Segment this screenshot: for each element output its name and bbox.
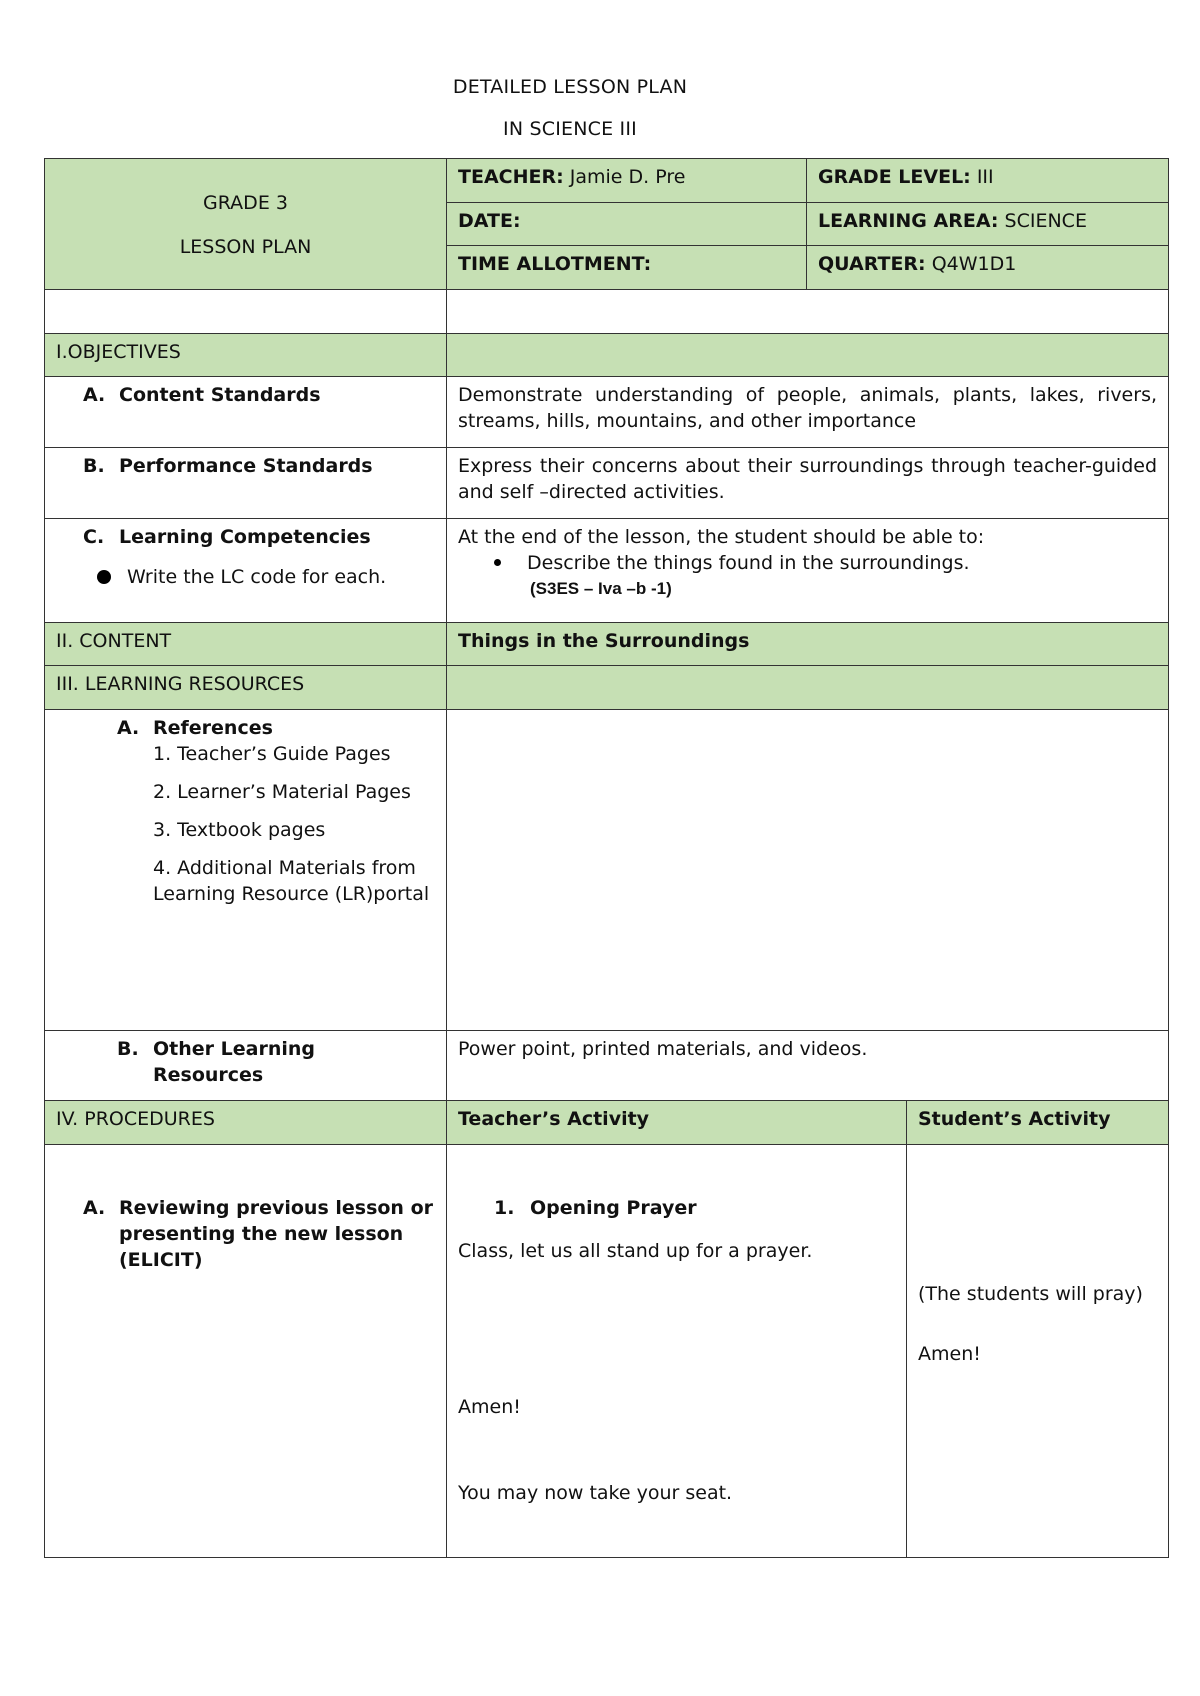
other-resources-cell — [45, 1031, 447, 1101]
reference-item-4: 4. Additional Materials from Learning Resource (LR)portal — [153, 857, 430, 905]
bullet-icon — [97, 570, 111, 584]
competencies-label-cell — [45, 519, 447, 623]
quarter-label: QUARTER: — [818, 253, 926, 275]
procedure-step-cell — [45, 1145, 447, 1558]
competencies-letter: C. — [83, 526, 105, 548]
references-label: References — [153, 717, 273, 739]
other-resources-label: Other Learning Resources — [153, 1038, 315, 1086]
header-grade-cell — [45, 159, 447, 290]
objectives-heading-cell — [45, 334, 447, 377]
procedures-heading: IV. PROCEDURES — [56, 1108, 215, 1130]
teacher-label: TEACHER: — [458, 166, 564, 188]
student-line-1: (The students will pray) — [918, 1283, 1143, 1305]
date-label: DATE: — [458, 210, 521, 232]
learning-area-value: SCIENCE — [998, 210, 1087, 232]
time-allotment-label: TIME ALLOTMENT: — [458, 253, 652, 275]
grade-level-value: III — [970, 166, 994, 188]
competencies-item: Describe the things found in the surroundings. — [527, 552, 970, 574]
performance-standards-label: Performance Standards — [119, 455, 373, 477]
performance-standards-text: Express their concerns about their surroundings through teacher-guided and self –directed activities. — [447, 448, 1169, 519]
objectives-heading: I.OBJECTIVES — [56, 341, 181, 363]
objectives-heading-right — [447, 334, 1169, 377]
student-line-2: Amen! — [918, 1343, 981, 1365]
teacher-line-3: You may now take your seat. — [458, 1482, 733, 1504]
competencies-text-cell — [447, 519, 1169, 623]
teacher-activity-cell — [447, 1145, 907, 1558]
other-resources-letter: B. — [117, 1038, 139, 1060]
lesson-plan-table — [44, 158, 1169, 1558]
teacher-line-1: Class, let us all stand up for a prayer. — [458, 1240, 813, 1262]
teacher-line-2: Amen! — [458, 1396, 521, 1418]
document-title: DETAILED LESSON PLAN — [452, 76, 688, 98]
grade-level-label: GRADE LEVEL: — [818, 166, 971, 188]
teacher-item-title: Opening Prayer — [530, 1197, 697, 1219]
content-standards-text: Demonstrate understanding of people, animals, plants, lakes, rivers, streams, hills, mountains, and other importance — [447, 377, 1169, 448]
date-cell — [447, 203, 807, 246]
reference-item-3: 3. Textbook pages — [153, 819, 326, 841]
references-letter: A. — [117, 717, 140, 739]
content-value-cell — [447, 623, 1169, 666]
header-grade: GRADE 3 — [203, 191, 288, 214]
learning-area-cell — [807, 203, 1169, 246]
content-value: Things in the Surroundings — [458, 630, 750, 652]
resources-heading-right — [447, 666, 1169, 710]
teacher-value: Jamie D. Pre — [563, 166, 686, 188]
references-value-cell — [447, 710, 1169, 1031]
content-standards-label: Content Standards — [119, 384, 321, 406]
competencies-code: (S3ES – Iva –b -1) — [530, 579, 672, 598]
learning-area-label: LEARNING AREA: — [818, 210, 999, 232]
student-activity-cell — [907, 1145, 1169, 1558]
quarter-cell — [807, 246, 1169, 290]
student-activity-header-cell — [907, 1101, 1169, 1145]
teacher-item-number: 1. — [494, 1197, 515, 1219]
teacher-activity-header: Teacher’s Activity — [458, 1108, 650, 1130]
spacer-left — [45, 290, 447, 334]
teacher-cell — [447, 159, 807, 203]
time-allotment-cell — [447, 246, 807, 290]
bullet-icon — [494, 559, 501, 566]
competencies-bullet: Write the LC code for each. — [127, 566, 387, 588]
content-heading-cell — [45, 623, 447, 666]
teacher-activity-header-cell — [447, 1101, 907, 1145]
performance-standards-letter: B. — [83, 455, 105, 477]
content-standards-letter: A. — [83, 384, 106, 406]
competencies-label: Learning Competencies — [119, 526, 371, 548]
quarter-value: Q4W1D1 — [925, 253, 1017, 275]
header-lesson-plan: LESSON PLAN — [179, 235, 312, 258]
references-cell — [45, 710, 447, 1031]
other-resources-value: Power point, printed materials, and videos. — [447, 1031, 1169, 1101]
document-subtitle: IN SCIENCE III — [503, 118, 637, 140]
procedures-heading-cell — [45, 1101, 447, 1145]
resources-heading-cell — [45, 666, 447, 710]
reference-item-1: 1. Teacher’s Guide Pages — [153, 743, 391, 765]
procedure-step-letter: A. — [83, 1197, 106, 1219]
student-activity-header: Student’s Activity — [918, 1108, 1111, 1130]
reference-item-2: 2. Learner’s Material Pages — [153, 781, 411, 803]
procedure-step-label: Reviewing previous lesson or presenting the new lesson (ELICIT) — [119, 1197, 434, 1271]
resources-heading: III. LEARNING RESOURCES — [56, 673, 305, 695]
competencies-intro: At the end of the lesson, the student should be able to: — [458, 526, 985, 548]
content-standards-label-cell — [45, 377, 447, 448]
performance-standards-label-cell — [45, 448, 447, 519]
grade-level-cell — [807, 159, 1169, 203]
content-heading: II. CONTENT — [56, 630, 172, 652]
spacer-right — [447, 290, 1169, 334]
